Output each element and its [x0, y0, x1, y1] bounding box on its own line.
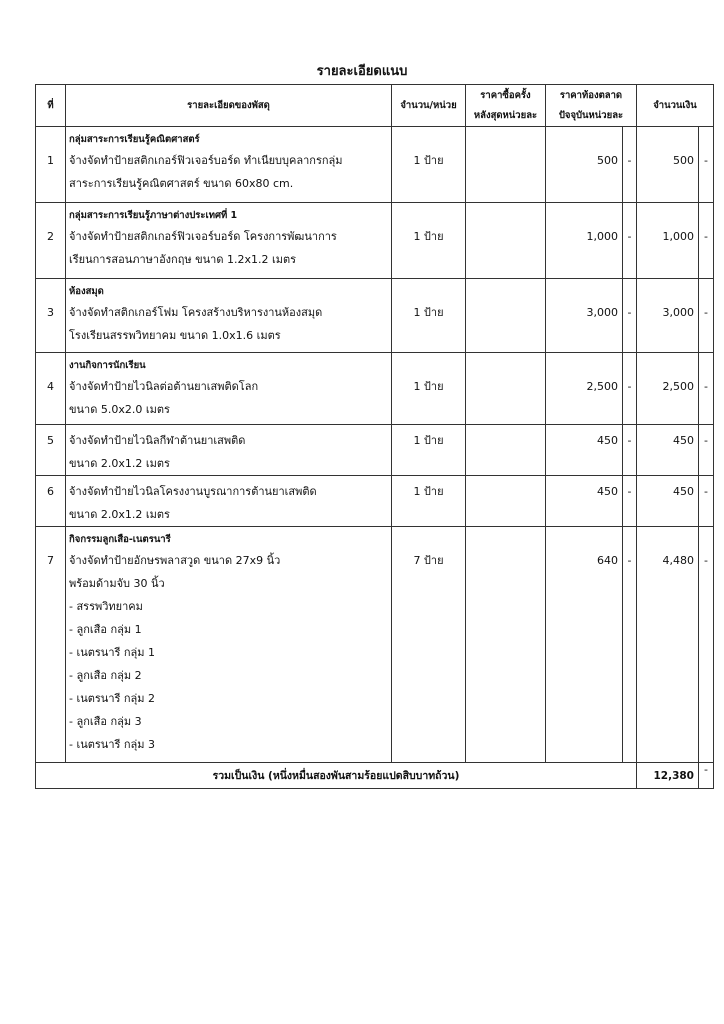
market-price: 640	[546, 527, 623, 763]
item-line: จ้างจัดทำป้ายอักษรพลาสวูด ขนาด 27x9 นิ้ว	[69, 554, 281, 567]
page-title: รายละเอียดแนบ	[316, 64, 408, 79]
item-line: - ลูกเสือ กลุ่ม 2	[69, 669, 142, 682]
item-description	[66, 353, 392, 425]
item-quantity: 1 ป้าย	[392, 203, 466, 279]
item-amount-dash: -	[699, 425, 714, 476]
item-line: - เนตรนารี กลุ่ม 3	[69, 738, 156, 751]
market-price: 1,000	[546, 203, 623, 279]
group-title: งานกิจการนักเรียน	[69, 360, 146, 371]
row-number: 4	[36, 353, 66, 425]
market-price: 3,000	[546, 279, 623, 353]
item-description	[66, 476, 392, 527]
market-price-dash: -	[623, 353, 637, 425]
header-detail: รายละเอียดของพัสดุ	[66, 85, 392, 127]
item-line: ขนาด 2.0x1.2 เมตร	[69, 457, 170, 470]
item-line: จ้างจัดทำป้ายสติกเกอร์ฟิวเจอร์บอร์ด ทำเนียบบุคลากรกลุ่ม	[69, 154, 343, 167]
item-amount-dash: -	[699, 279, 714, 353]
item-amount-dash: -	[699, 353, 714, 425]
table-row	[36, 527, 714, 763]
group-title: กลุ่มสาระการเรียนรู้ภาษาต่างประเทศที่ 1	[69, 210, 238, 221]
item-description	[66, 203, 392, 279]
total-label: รวมเป็นเงิน (หนึ่งหมื่นสองพันสามร้อยแปดสิบบาทถ้วน)	[36, 763, 637, 789]
last-price-cell	[466, 279, 546, 353]
market-price: 500	[546, 127, 623, 203]
item-line: พร้อมด้ามจับ 30 นิ้ว	[69, 577, 165, 590]
row-number: 3	[36, 279, 66, 353]
table-row	[36, 203, 714, 279]
row-number: 6	[36, 476, 66, 527]
item-amount-dash: -	[699, 527, 714, 763]
header-row	[36, 85, 714, 127]
item-line: - ลูกเสือ กลุ่ม 3	[69, 715, 142, 728]
market-price: 450	[546, 476, 623, 527]
item-quantity: 7 ป้าย	[392, 527, 466, 763]
row-number: 1	[36, 127, 66, 203]
last-price-cell	[466, 476, 546, 527]
table-row	[36, 476, 714, 527]
item-line: จ้างจัดทำป้ายไวนิลโครงงานบูรณาการต้านยาเสพติด	[69, 485, 317, 498]
item-line: ขนาด 5.0x2.0 เมตร	[69, 403, 170, 416]
item-quantity: 1 ป้าย	[392, 476, 466, 527]
item-amount-dash: -	[699, 127, 714, 203]
item-amount: 2,500	[637, 353, 699, 425]
item-line: เรียนการสอนภาษาอังกฤษ ขนาด 1.2x1.2 เมตร	[69, 253, 297, 266]
table-row	[36, 279, 714, 353]
header-last-price: ราคาซื้อครั้ง หลังสุดหน่วยละ	[466, 85, 546, 127]
row-number: 7	[36, 527, 66, 763]
item-amount: 450	[637, 476, 699, 527]
item-line: จ้างจัดทำสติกเกอร์โฟม โครงสร้างบริหารงานห้องสมุด	[69, 306, 323, 319]
market-price-dash: -	[623, 203, 637, 279]
market-price-dash: -	[623, 279, 637, 353]
row-number: 2	[36, 203, 66, 279]
item-amount: 1,000	[637, 203, 699, 279]
item-line: - เนตรนารี กลุ่ม 2	[69, 692, 156, 705]
item-description	[66, 127, 392, 203]
item-amount: 4,480	[637, 527, 699, 763]
market-price-dash: -	[623, 127, 637, 203]
item-amount-dash: -	[699, 203, 714, 279]
item-quantity: 1 ป้าย	[392, 353, 466, 425]
row-number: 5	[36, 425, 66, 476]
header-market-price: ราคาท้องตลาด ปัจจุบันหน่วยละ	[546, 85, 637, 127]
market-price: 450	[546, 425, 623, 476]
item-description	[66, 425, 392, 476]
last-price-cell	[466, 425, 546, 476]
group-title: ห้องสมุด	[69, 286, 104, 297]
item-amount: 500	[637, 127, 699, 203]
item-quantity: 1 ป้าย	[392, 127, 466, 203]
item-line: จ้างจัดทำป้ายสติกเกอร์ฟิวเจอร์บอร์ด โครงการพัฒนาการ	[69, 230, 337, 243]
item-line: - สรรพวิทยาคม	[69, 600, 143, 613]
last-price-cell	[466, 527, 546, 763]
item-description	[66, 527, 392, 763]
item-amount: 450	[637, 425, 699, 476]
table-row	[36, 127, 714, 203]
item-line: - เนตรนารี กลุ่ม 1	[69, 646, 156, 659]
market-price-dash: -	[623, 476, 637, 527]
item-line: - ลูกเสือ กลุ่ม 1	[69, 623, 142, 636]
market-price: 2,500	[546, 353, 623, 425]
table-row	[36, 425, 714, 476]
header-amount: จำนวนเงิน	[637, 85, 714, 127]
group-title: กลุ่มสาระการเรียนรู้คณิตศาสตร์	[69, 134, 200, 145]
item-line: จ้างจัดทำป้ายไวนิลต่อต้านยาเสพติดโลก	[69, 380, 259, 393]
item-line: โรงเรียนสรรพวิทยาคม ขนาด 1.0x1.6 เมตร	[69, 329, 281, 342]
total-dash: -	[699, 763, 714, 789]
total-value: 12,380	[637, 763, 699, 789]
item-amount: 3,000	[637, 279, 699, 353]
market-price-dash: -	[623, 527, 637, 763]
item-line: ขนาด 2.0x1.2 เมตร	[69, 508, 170, 521]
last-price-cell	[466, 203, 546, 279]
item-amount-dash: -	[699, 476, 714, 527]
item-quantity: 1 ป้าย	[392, 279, 466, 353]
last-price-cell	[466, 127, 546, 203]
item-line: สาระการเรียนรู้คณิตศาสตร์ ขนาด 60x80 cm.	[69, 177, 294, 190]
item-quantity: 1 ป้าย	[392, 425, 466, 476]
total-row	[36, 763, 714, 789]
table-row	[36, 353, 714, 425]
items-table	[35, 84, 714, 789]
last-price-cell	[466, 353, 546, 425]
item-description	[66, 279, 392, 353]
header-no: ที่	[36, 85, 66, 127]
item-line: จ้างจัดทำป้ายไวนิลกีฬาต้านยาเสพติด	[69, 434, 246, 447]
group-title: กิจกรรมลูกเสือ-เนตรนารี	[69, 534, 171, 545]
market-price-dash: -	[623, 425, 637, 476]
header-qty: จำนวน/หน่วย	[392, 85, 466, 127]
